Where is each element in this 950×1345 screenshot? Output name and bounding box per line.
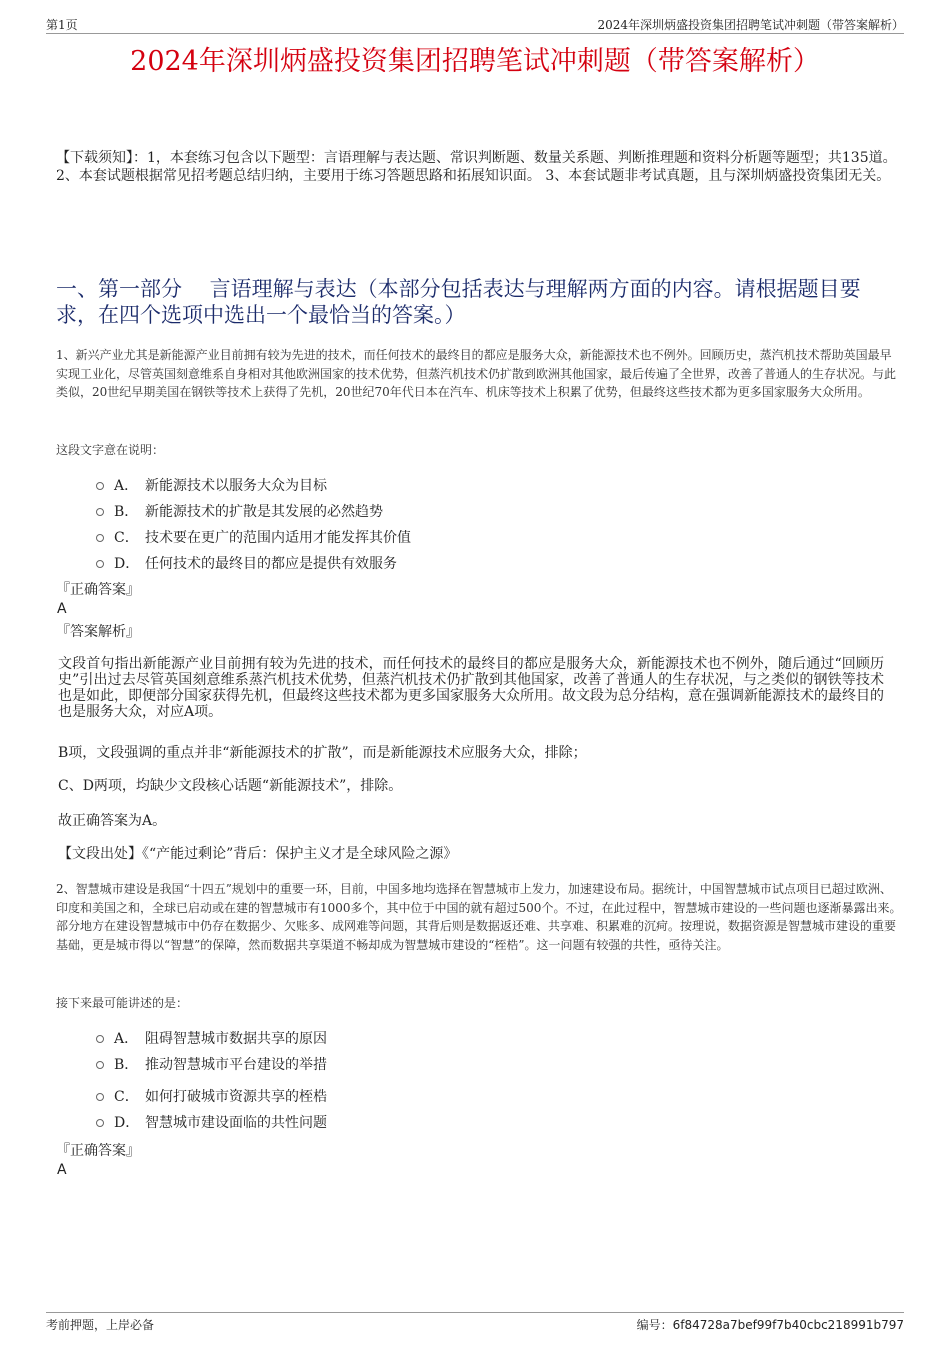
- question-1-answer: A: [57, 601, 67, 617]
- section-heading: 一、第一部分 言语理解与表达（本部分包括表达与理解两方面的内容。请根据题目要求，在四个选项中选出一个最恰当的答案。）: [56, 277, 861, 327]
- question-1-analysis-label: 『答案解析』: [56, 624, 140, 640]
- option-text: 技术要在更广的范围内适用才能发挥其价值: [145, 530, 411, 546]
- question-1-analysis-conclusion: 故正确答案为A。: [58, 813, 167, 829]
- option-letter: B．: [114, 1057, 139, 1073]
- radio-icon[interactable]: [96, 1035, 104, 1043]
- question-2-answer-label: 『正确答案』: [56, 1143, 140, 1159]
- question-1-prompt: 这段文字意在说明：: [56, 443, 165, 457]
- question-1-option-b[interactable]: [96, 502, 383, 522]
- page-number: 第1页: [46, 18, 78, 32]
- option-letter: D．: [114, 1115, 140, 1131]
- option-text: 新能源技术的扩散是其发展的必然趋势: [145, 504, 383, 520]
- radio-icon[interactable]: [96, 508, 104, 516]
- page-footer: [46, 1312, 904, 1334]
- radio-icon[interactable]: [96, 1119, 104, 1127]
- footer-code: [637, 1316, 904, 1333]
- option-text: 推动智慧城市平台建设的举措: [145, 1057, 327, 1073]
- question-2-option-c[interactable]: [96, 1087, 327, 1107]
- question-1-option-a[interactable]: [96, 476, 327, 496]
- question-2-option-b[interactable]: [96, 1055, 327, 1075]
- radio-icon[interactable]: [96, 560, 104, 568]
- document-title: 2024年深圳炳盛投资集团招聘笔试冲刺题（带答案解析）: [130, 46, 820, 77]
- footer-code-value: 6f84728a7bef99f7b40cbc218991b797: [672, 1318, 904, 1332]
- question-1-option-d[interactable]: [96, 554, 397, 574]
- footer-code-label: 编号：: [636, 1318, 673, 1332]
- option-letter: C．: [114, 1089, 139, 1105]
- question-2-answer: A: [57, 1162, 67, 1178]
- option-text: 任何技术的最终目的都应是提供有效服务: [145, 556, 397, 572]
- question-2-prompt: 接下来最可能讲述的是：: [56, 996, 189, 1010]
- question-1-analysis-paragraph: 文段首句指出新能源产业目前拥有较为先进的技术，而任何技术的最终目的都应是服务大众，新能源技术也不例外，随后通过“回顾历史”引出过去尽管英国刻意维系蒸汽机技术优势，但蒸汽机技术仍扩散到其他国家，改善了普通人的生存状况，与之类似的钢铁等技术也是如此，即便部分国家获得先机，但最终这些技术都为更多国家服务大众所用。故文段为总分结构，意在强调新能源技术的最终目的也是服务大众，对应A项。: [58, 656, 884, 720]
- question-2-option-d[interactable]: [96, 1113, 327, 1133]
- radio-icon[interactable]: [96, 1061, 104, 1069]
- question-1-option-c[interactable]: [96, 528, 411, 548]
- option-letter: A．: [114, 1031, 139, 1047]
- option-text: 如何打破城市资源共享的桎梏: [145, 1089, 327, 1105]
- radio-icon[interactable]: [96, 534, 104, 542]
- question-1-analysis-cd: C、D两项，均缺少文段核心话题“新能源技术”，排除。: [58, 778, 403, 794]
- option-text: 新能源技术以服务大众为目标: [145, 478, 327, 494]
- question-1-answer-label: 『正确答案』: [56, 582, 140, 598]
- header-title: 2024年深圳炳盛投资集团招聘笔试冲刺题（带答案解析）: [597, 18, 904, 32]
- page-header: [46, 14, 904, 34]
- question-1-text: 1、新兴产业尤其是新能源产业目前拥有较为先进的技术，而任何技术的最终目的都应是服务大众，新能源技术也不例外。回顾历史，蒸汽机技术帮助英国最早实现工业化，尽管英国刻意维系自身相对其他欧洲国家的技术优势，但蒸汽机技术仍扩散到欧洲其他国家，最后传遍了全世界，改善了普通人的生存状况。与此类似，20世纪早期美国在钢铁等技术上获得了先机，20世纪70年代日本在汽车、机床等技术上积累了优势，但最终这些技术都为更多国家服务大众所用。: [56, 348, 897, 399]
- option-text: 智慧城市建设面临的共性问题: [145, 1115, 327, 1131]
- radio-icon[interactable]: [96, 482, 104, 490]
- download-notice: 【下载须知】：1，本套练习包含以下题型：言语理解与表达题、常识判断题、数量关系题、判断推理题和资料分析题等题型；共135道。 2、本套试题根据常见招考题总结归纳，主要用于练习答题思路和拓展知识面。 3、本套试题非考试真题，且与深圳炳盛投资集团无关。: [56, 150, 897, 184]
- option-letter: A．: [114, 478, 139, 494]
- question-1-analysis-b: B项，文段强调的重点并非“新能源技术的扩散”，而是新能源技术应服务大众，排除；: [58, 745, 587, 761]
- footer-slogan: 考前押题，上岸必备: [46, 1318, 155, 1332]
- question-2-text: 2、智慧城市建设是我国“十四五”规划中的重要一环，目前，中国多地均选择在智慧城市上发力，加速建设布局。据统计，中国智慧城市试点项目已超过欧洲、印度和美国之和，全球已启动或在建的智慧城市有1000多个，其中位于中国的就有超过500个。不过，在此过程中，智慧城市建设的一些问题也逐渐暴露出来。部分地方在建设智慧城市中仍存在数据少、欠账多、成网难等问题，其背后则是数据返还难、共享难、积累难的沉疴。按理说，数据资源是智慧城市建设的重要基础，更是城市得以“智慧”的保障，然而数据共享渠道不畅却成为智慧城市建设的“桎梏”。这一问题有较强的共性，亟待关注。: [56, 882, 902, 952]
- question-2-option-a[interactable]: [96, 1029, 327, 1049]
- option-letter: C．: [114, 530, 139, 546]
- option-text: 阻碍智慧城市数据共享的原因: [145, 1031, 327, 1047]
- option-letter: B．: [114, 504, 139, 520]
- question-1-source: 【文段出处】《“产能过剩论”背后：保护主义才是全球风险之源》: [58, 846, 458, 862]
- option-letter: D．: [114, 556, 140, 572]
- radio-icon[interactable]: [96, 1093, 104, 1101]
